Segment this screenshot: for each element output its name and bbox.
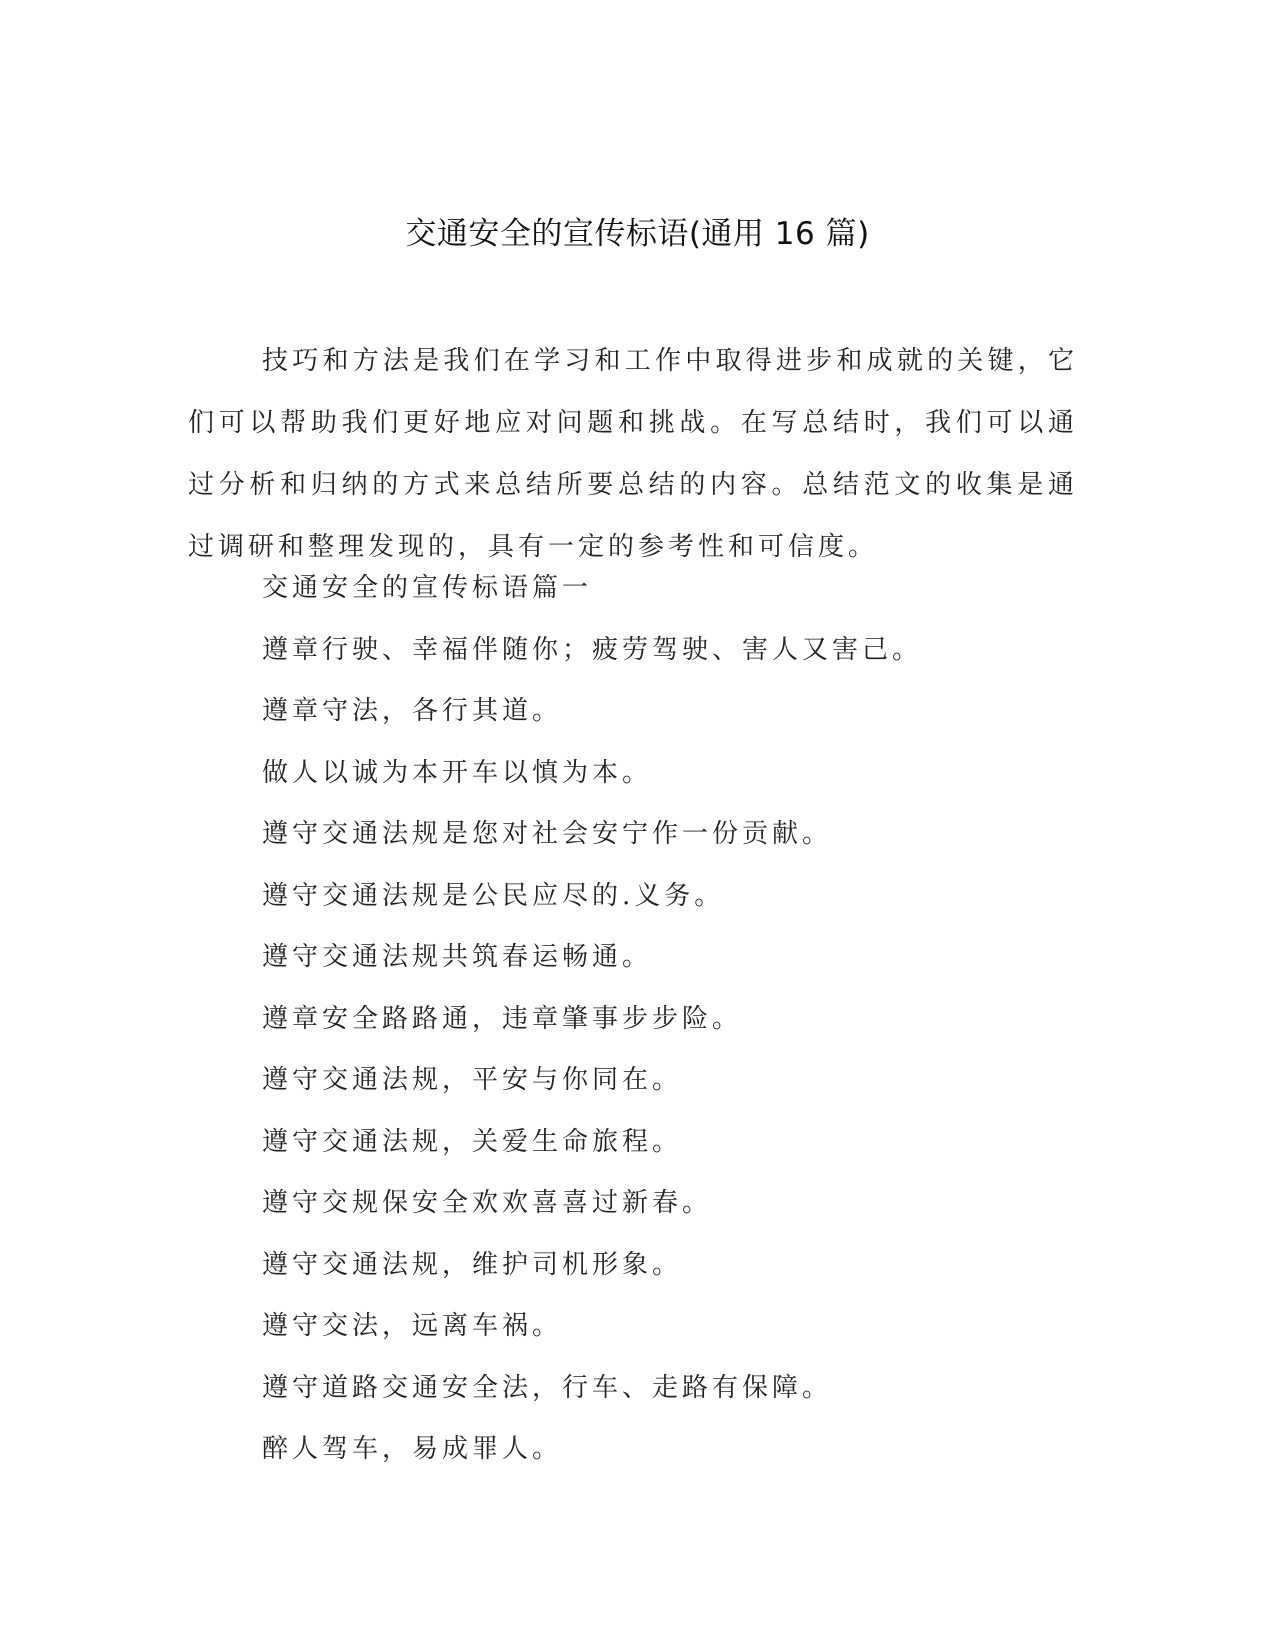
slogan-line: 遵守道路交通安全法，行车、走路有保障。 (262, 1372, 833, 1403)
slogan-line: 遵守交通法规是您对社会安宁作一份贡献。 (262, 819, 833, 849)
slogan-line: 醉人驾车，易成罪人。 (262, 1434, 563, 1464)
section-heading: 交通安全的宣传标语篇一 (262, 573, 593, 603)
slogan-line: 遵守交通法规，平安与你同在。 (262, 1065, 683, 1095)
slogan-line: 遵守交通法规共筑春运畅通。 (262, 942, 653, 972)
slogan-line: 做人以诚为本开车以慎为本。 (262, 757, 653, 788)
slogan-line: 遵章守法，各行其道。 (262, 696, 563, 726)
slogan-line: 遵守交通法规，关爱生命旅程。 (262, 1126, 683, 1157)
slogan-list (262, 568, 1082, 1491)
slogan-line: 遵守交规保安全欢欢喜喜过新春。 (262, 1188, 713, 1218)
slogan-line: 遵守交通法规，维护司机形象。 (262, 1249, 683, 1280)
intro-paragraph: 技巧和方法是我们在学习和工作中取得进步和成就的关键，它们可以帮助我们更好地应对问题和挑战。在写总结时，我们可以通过分析和归纳的方式来总结所要总结的内容。总结范文的收集是通过调研和整理发现的，具有一定的参考性和可信度。 (188, 346, 1078, 562)
slogan-line: 遵章行驶、幸福伴随你；疲劳驾驶、害人又害己。 (262, 634, 923, 665)
slogan-line: 遵守交法，远离车祸。 (262, 1311, 563, 1341)
document-title: 交通安全的宣传标语(通用 16 篇) (405, 216, 870, 252)
slogan-line: 遵守交通法规是公民应尽的.义务。 (262, 880, 725, 911)
slogan-line: 遵章安全路路通，违章肇事步步险。 (262, 1003, 743, 1034)
